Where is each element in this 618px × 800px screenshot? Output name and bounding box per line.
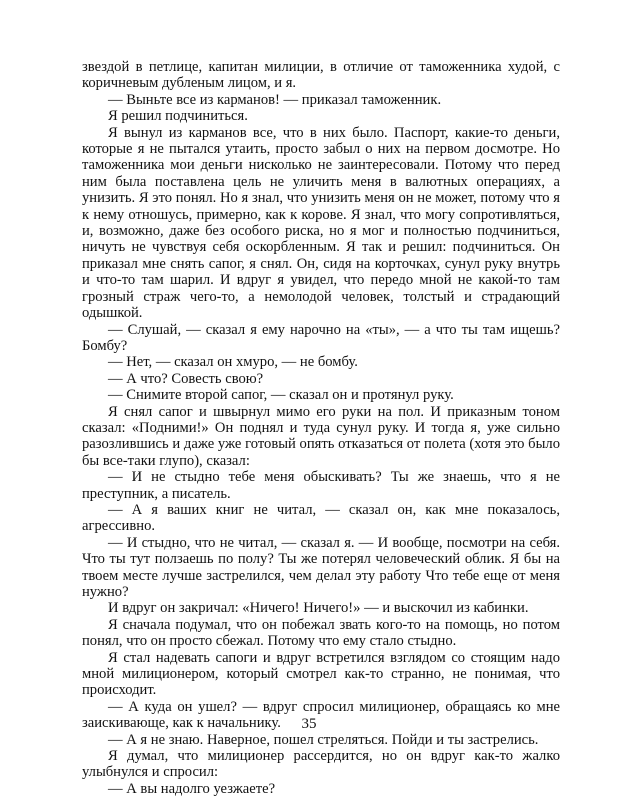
paragraph: Я вынул из карманов все, что в них было. Паспорт, какие-то деньги, которые я не пытался утаить, просто забыл о них на первом досмотре. Но таможенника мои деньги нисколько не заинтересовали. Потому что перед ним была поставлена цель не уличить меня в валютных операциях, а унизить. Я это понял. Но я знал, что унизить меня он не может, потому что я к нему отношусь, примерно, как к корове. Я знал, что могу сопротивляться, и, возможно, даже без особого риска, но я мог и полностью подчиниться, ничуть не чувствуя себя оскорбленным. Я так и решил: подчиниться. Он приказал мне снять сапог, я снял. Он, сидя на корточках, сунул руку внутрь и что-то там шарил. И вдруг я увидел, что передо мной не какой-то там грозный страж чего-то, а немолодой человек, толстый и страдающий одышкой. — [82, 124, 560, 322]
paragraph: — И не стыдно тебе меня обыскивать? Ты же знаешь, что я не преступник, а писатель. — [82, 469, 560, 502]
paragraph: — А что? Совесть свою? — [108, 370, 264, 387]
paragraph: Я стал надевать сапоги и вдруг встретился взглядом со стоящим надо мной милиционером, который смотрел как-то странно, не понимая, что происходит. — [82, 649, 560, 699]
paragraph: Я снял сапог и швырнул мимо его руки на пол. И приказным тоном сказал: «Подними!» Он поднял и туда сунул руку. И тогда я, уже сильно разозлившись и даже уже готовый опять отказаться от полета (хотя это было бы все-таки глупо), сказал: — [82, 403, 560, 469]
paragraph: — И стыдно, что не читал, — сказал я. — И вообще, посмотри на себя. Что ты тут ползаешь по полу? Ты же потерял человеческий облик. Я бы на твоем месте лучше застрелился, чем делал эту работу Что тебе еще от меня нужно? — [82, 534, 560, 600]
paragraph: — Снимите второй сапог, — сказал он и протянул руку. — [108, 387, 454, 404]
paragraph: — А я ваших книг не читал, — сказал он, как мне показалось, агрессивно. — [82, 501, 560, 535]
paragraph: — Выньте все из карманов! — приказал таможенник. — [108, 91, 442, 108]
paragraph: Я сначала подумал, что он побежал звать кого-то на помощь, но потом понял, что он просто сбежал. Потому что ему стало стыдно. — [82, 616, 560, 650]
paragraph: звездой в петлице, капитан милиции, в отличие от таможенника худой, с коричневым дубленым лицом, и я. — [82, 59, 560, 92]
paragraph: — Нет, — сказал он хмуро, — не бомбу. — [108, 354, 358, 371]
paragraph: — А куда он ушел? — вдруг спросил милиционер, обращаясь ко мне заискивающе, как к начальнику. — [82, 698, 560, 732]
paragraph: Я решил подчиниться. — [108, 108, 248, 125]
paragraph: — Слушай, — сказал я ему нарочно на «ты», — а что ты там ищешь? Бомбу? — [82, 321, 560, 354]
paragraph: И вдруг он закричал: «Ничего! Ничего!» — и выскочил из кабинки. — [108, 600, 529, 617]
paragraph: Я думал, что милиционер рассердится, но он вдруг как-то жалко улыбнулся и спросил: — [82, 748, 560, 781]
page-text — [82, 59, 560, 797]
page-number: 35 — [301, 716, 317, 732]
paragraph: — А я не знаю. Наверное, пошел стреляться. Пойди и ты застрелись. — [108, 731, 539, 748]
paragraph: — А вы надолго уезжаете? — [108, 780, 276, 797]
